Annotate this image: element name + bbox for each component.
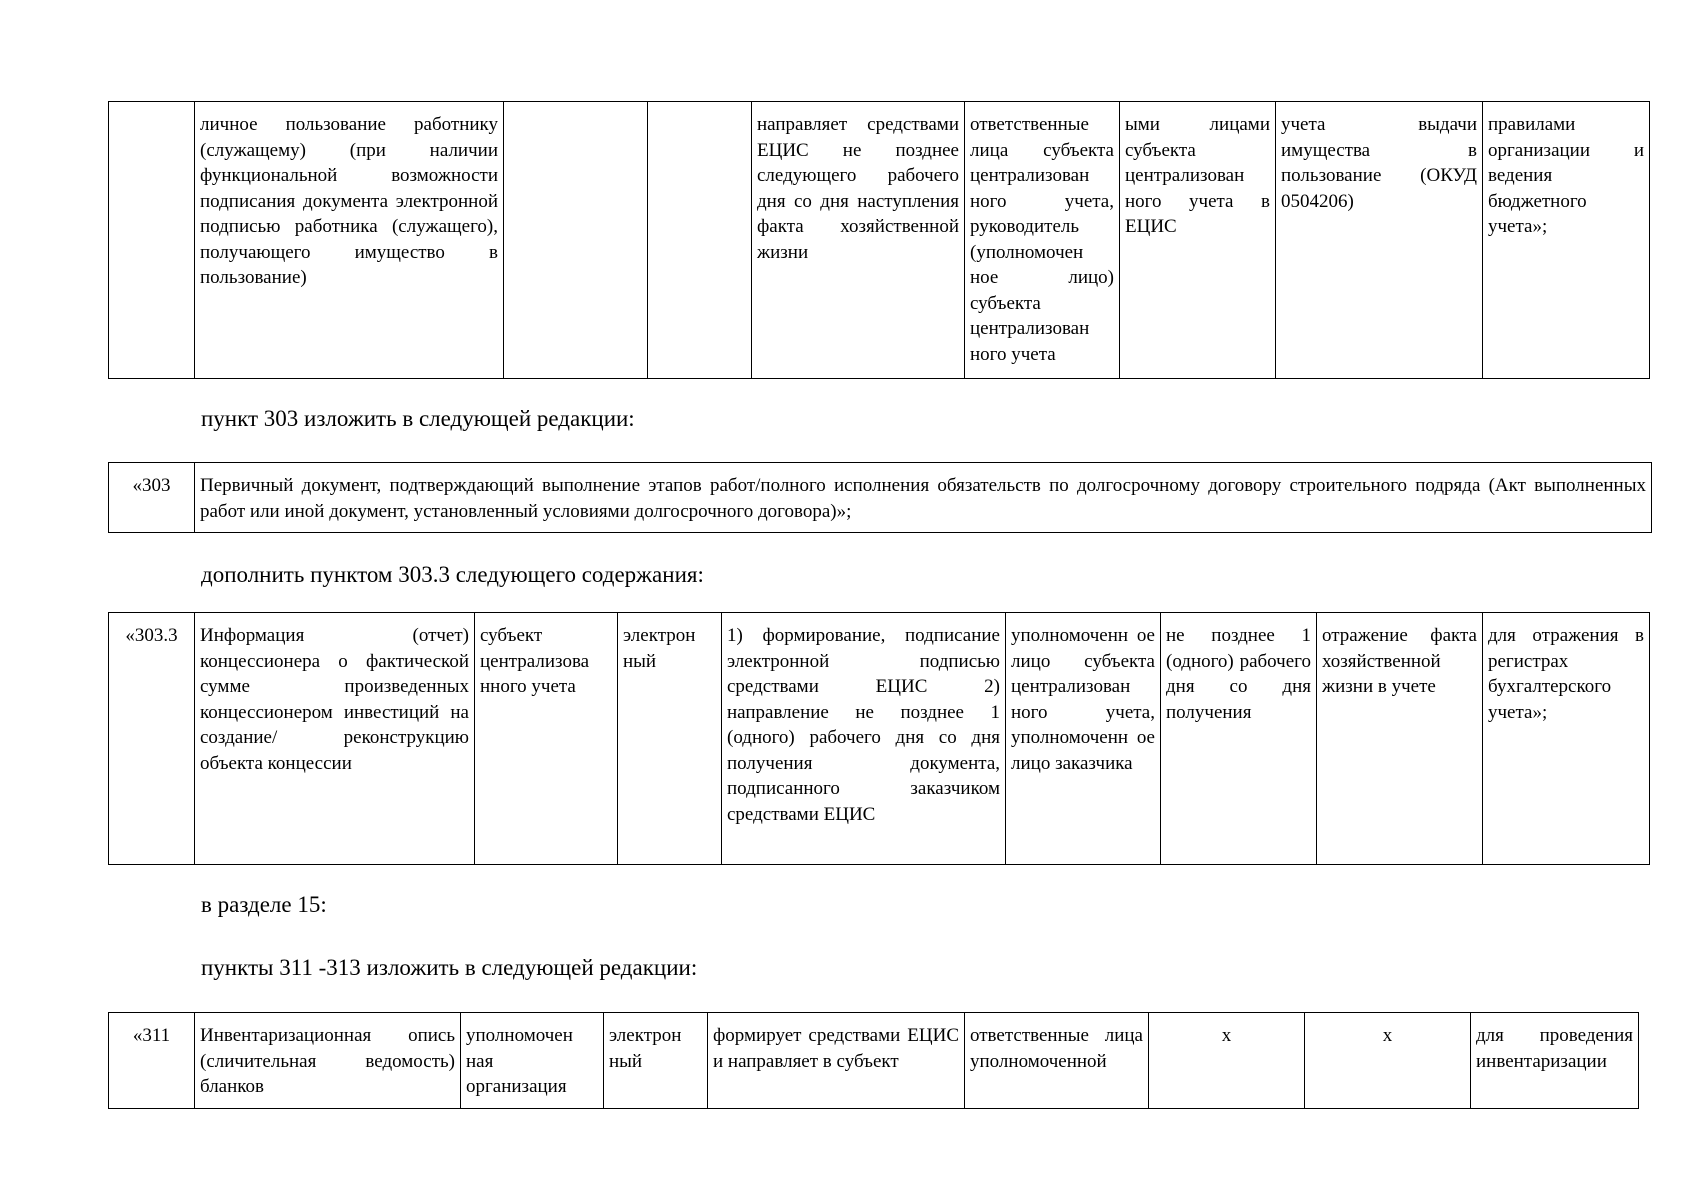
cell-deadline: х [1149, 1013, 1305, 1109]
table-row [109, 613, 1650, 865]
cell-form: электрон ный [604, 1013, 708, 1109]
cell-purpose: отражение факта хозяйственной жизни в учете [1317, 613, 1483, 865]
cell-document: Первичный документ, подтверждающий выполнение этапов работ/полного исполнения обязательств по долгосрочному договору строительного подряда (Акт выполненных работ или иной документ, установленный условиями долгосрочного договора)»; [195, 463, 1652, 533]
table-row [109, 102, 1650, 379]
cell-procedure: формирует средствами ЕЦИС и направляет в субъект [708, 1013, 965, 1109]
cell-number: «303 [109, 463, 195, 533]
cell-purpose: х [1305, 1013, 1471, 1109]
cell-deadline: не позднее 1 (одного) рабочего дня со дня получения [1161, 613, 1317, 865]
instruction-text: пункты 311 -313 изложить в следующей редакции: [201, 955, 698, 980]
cell-note: для проведения инвентаризации [1471, 1013, 1639, 1109]
cell-form [648, 102, 752, 379]
instruction-text: дополнить пунктом 303.3 следующего содержания: [201, 562, 704, 587]
cell-note: правилами организации и ведения бюджетного учета»; [1483, 102, 1650, 379]
cell-number: «303.3 [109, 613, 195, 865]
table-row [109, 463, 1652, 533]
table-item-303-3 [108, 612, 1650, 865]
cell-responsible: уполномоченн ое лицо субъекта централизован ного учета, уполномоченн ое лицо заказчика [1006, 613, 1161, 865]
cell-creator: уполномочен ная организация [461, 1013, 604, 1109]
cell-form: электрон ный [618, 613, 722, 865]
cell-recipient: ыми лицами субъекта централизован ного учета в ЕЦИС [1120, 102, 1276, 379]
instruction-text: пункт 303 изложить в следующей редакции: [201, 406, 635, 431]
cell-creator: субъект централизова нного учета [475, 613, 618, 865]
cell-creator [504, 102, 648, 379]
cell-document: Инвентаризационная опись (сличительная ведомость) бланков [195, 1013, 461, 1109]
cell-responsible: ответственные лица уполномоченной [965, 1013, 1149, 1109]
cell-responsible: ответственные лица субъекта централизован ного учета, руководитель (уполномочен ное лицо) субъекта централизован ного учета [965, 102, 1120, 379]
cell-purpose: учета выдачи имущества в пользование (ОКУД 0504206) [1276, 102, 1483, 379]
cell-procedure: направляет средствами ЕЦИС не позднее следующего рабочего дня со дня наступления факта хозяйственной жизни [752, 102, 965, 379]
section-text: в разделе 15: [201, 892, 327, 917]
table-item-311 [108, 1012, 1639, 1109]
cell-number: «311 [109, 1013, 195, 1109]
cell-number [109, 102, 195, 379]
cell-note: для отражения в регистрах бухгалтерского учета»; [1483, 613, 1650, 865]
table-item-303 [108, 462, 1652, 533]
cell-document: Информация (отчет) концессионера о фактической сумме произведенных концессионером инвестиций на создание/ реконструкцию объекта концессии [195, 613, 475, 865]
cell-procedure: 1) формирование, подписание электронной подписью средствами ЕЦИС 2) направление не позднее 1 (одного) рабочего дня со дня получения документа, подписанного заказчиком средствами ЕЦИС [722, 613, 1006, 865]
table-row [109, 1013, 1639, 1109]
table-continuation [108, 101, 1650, 379]
cell-document: личное пользование работнику (служащему) (при наличии функциональной возможности подписания документа электронной подписью работника (служащего), получающего имущество в пользование) [195, 102, 504, 379]
